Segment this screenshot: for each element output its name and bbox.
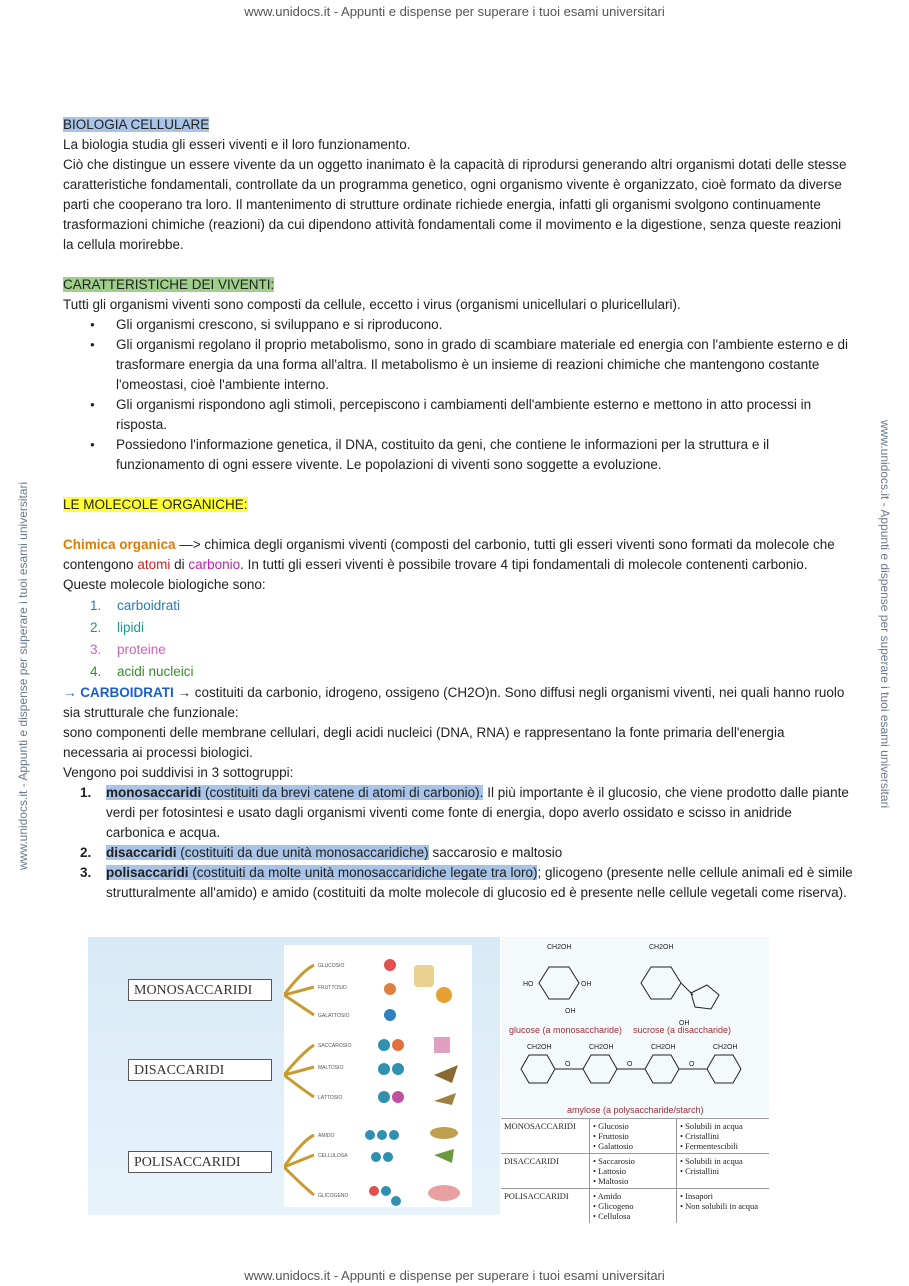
table-row: POLISACCARIDI • Amido • Glicogeno • Cellulosa • Insapori • Non solubili in acqua <box>501 1189 769 1224</box>
svg-text:CH2OH: CH2OH <box>649 944 674 951</box>
list-item: 2. disaccaridi (costituiti da due unità monosaccaridiche) saccarosio e maltosio <box>80 845 563 860</box>
page-footer: www.unidocs.it - Appunti e dispense per superare i tuoi esami universitari <box>244 1268 665 1283</box>
page-header: www.unidocs.it - Appunti e dispense per superare i tuoi esami universitari <box>244 4 665 19</box>
list-item: ● Possiedono l'informazione genetica, il DNA, costituito da geni, che contiene le informazioni per la struttura e il funzionamento di ogni essere vivente. Le popolazioni di viventi sono soggette a evoluzione. <box>116 435 853 475</box>
svg-text:GLICOGENO: GLICOGENO <box>318 1193 349 1199</box>
svg-text:O: O <box>627 1061 633 1068</box>
svg-text:O: O <box>689 1061 695 1068</box>
paragraph-carboidrati: → CARBOIDRATI → costituiti da carbonio, idrogeno, ossigeno (CH2O)n. Sono diffusi negli organismi viventi, nei quali hanno ruolo sia strutturale che funzionale: <box>63 685 845 720</box>
molecule-list <box>63 595 853 683</box>
list-item: 1. monosaccaridi (costituiti da brevi catene di atomi di carbonio). Il più importante è il glucosio, che viene prodotto dalle piante verdi per fotosintesi e usato dagli organismi viventi come fonte di energia, dopo averlo ossidato e scisso in anidride carbonica e acqua. <box>80 785 849 840</box>
paragraph: La biologia studia gli esseri viventi e il loro funzionamento. <box>63 137 411 152</box>
svg-text:CH2OH: CH2OH <box>589 1044 614 1051</box>
svg-text:CELLULOSA: CELLULOSA <box>318 1153 348 1159</box>
food-drawings <box>284 945 472 1207</box>
label-disaccaridi: DISACCARIDI <box>128 1059 272 1081</box>
table-row: DISACCARIDI • Saccarosio • Lattosio • Maltosio • Solubili in acqua • Cristallini <box>501 1154 769 1189</box>
illustration-panel <box>284 945 472 1207</box>
svg-text:CH2OH: CH2OH <box>651 1044 676 1051</box>
glucose-label: glucose (a monosaccharide) <box>509 1025 623 1035</box>
watermark-side-right: www.unidocs.it - Appunti e dispense per superare i tuoi esami universitari <box>878 420 892 809</box>
watermark-side-left: www.unidocs.it - Appunti e dispense per superare i tuoi esami universitari <box>16 481 30 870</box>
svg-text:AMIDO: AMIDO <box>318 1133 335 1139</box>
list-item: 3. proteine <box>90 642 166 657</box>
term-carbonio: carbonio <box>188 557 241 572</box>
svg-text:GALATTOSIO: GALATTOSIO <box>318 1013 350 1019</box>
carbohydrate-illustration <box>88 937 500 1215</box>
list-item: 1. carboidrati <box>90 598 181 613</box>
list-item: ● Gli organismi regolano il proprio metabolismo, sono in grado di scambiare materiale ed energia con l'ambiente esterno e di trasformare energia da una forma all'altra. Il metabolismo è un insieme di reazioni chimiche che mantengono costante l'omeostasi, cioè l'ambiente interno. <box>116 335 853 395</box>
carbohydrate-table <box>501 1118 769 1223</box>
paragraph-chimica: Chimica organica —> chimica degli organismi viventi (composti del carbonio, tutti gli esseri viventi sono formati da molecole che contengono atomi di carbonio. In tutti gli esseri viventi è possibile trovare 4 tipi fondamentali di molecole contenenti carbonio. Queste molecole biologiche sono: <box>63 537 835 592</box>
list-item: 3. polisaccaridi (costituiti da molte unità monosaccaridiche legate tra loro); glicogeno (presente nelle cellule animali ed è simile strutturalmente all'amido) e amido (costituiti da molte molecole di glucosio ed è presente nelle cellule vegetali come riserva). <box>80 865 853 900</box>
svg-text:HO: HO <box>523 981 534 988</box>
section-title-caratteristiche: CARATTERISTICHE DEI VIVENTI: <box>63 277 275 292</box>
term-atomi: atomi <box>137 557 171 572</box>
document-body <box>63 115 853 903</box>
svg-text:MALTOSIO: MALTOSIO <box>318 1065 344 1071</box>
svg-text:SACCAROSIO: SACCAROSIO <box>318 1043 352 1049</box>
svg-text:O: O <box>565 1061 571 1068</box>
label-monosaccaridi: MONOSACCARIDI <box>128 979 272 1001</box>
paragraph: Ciò che distingue un essere vivente da un oggetto inanimato è la capacità di riprodursi generando altri organismi dotati delle stesse caratteristiche fondamentali, controllate da un programma genetico, ogni organismo vivente è organizzato, cioè formato da diverse parti che cooperano tra loro. Il mantenimento di strutture ordinate richiede energia, infatti gli organismi svolgono continuamente trasformazioni chimiche (reazioni) da cui dipendono attività fondamentali come il movimento e la digestione, senza queste reazioni la cellula morirebbe. <box>63 157 847 252</box>
svg-text:OH: OH <box>679 1020 690 1027</box>
amylose-label: amylose (a polysaccharide/starch) <box>567 1105 704 1115</box>
svg-text:OH: OH <box>581 981 592 988</box>
list-item: ● Gli organismi rispondono agli stimoli, percepiscono i cambiamenti dell'ambiente esterno e mettono in atto processi in risposta. <box>116 395 853 435</box>
molecule-structures <box>501 937 769 1117</box>
term-chimica-organica: Chimica organica <box>63 537 176 552</box>
svg-text:LATTOSIO: LATTOSIO <box>318 1095 343 1101</box>
svg-text:OH: OH <box>565 1008 576 1015</box>
section-title-molecole: LE MOLECOLE ORGANICHE: <box>63 497 248 512</box>
structure-diagram <box>501 937 769 1117</box>
section-title-biologia: BIOLOGIA CELLULARE <box>63 117 210 132</box>
label-polisaccaridi: POLISACCARIDI <box>128 1151 272 1173</box>
list-item: 2. lipidi <box>90 620 145 635</box>
svg-text:CH2OH: CH2OH <box>713 1044 738 1051</box>
bullet-list <box>63 315 853 475</box>
paragraph: Tutti gli organismi viventi sono composti da cellule, eccetto i virus (organismi unicellulari o pluricellulari). <box>63 297 681 312</box>
list-item: 4. acidi nucleici <box>90 664 194 679</box>
paragraph: sono componenti delle membrane cellulari, degli acidi nucleici (DNA, RNA) e rappresentano la fonte primaria dell'energia necessaria ai processi biologici. <box>63 725 785 760</box>
carb-group-list <box>63 783 853 903</box>
term-carboidrati: CARBOIDRATI <box>80 685 174 700</box>
sucrose-label: sucrose (a disaccharide) <box>633 1025 732 1035</box>
table-row: MONOSACCARIDI • Glucosio • Fruttosio • Galattosio • Solubili in acqua • Cristallini • Fermentescibili <box>501 1119 769 1154</box>
svg-text:CH2OH: CH2OH <box>527 1044 552 1051</box>
list-item: ● Gli organismi crescono, si sviluppano e si riproducono. <box>116 315 853 335</box>
paragraph: Vengono poi suddivisi in 3 sottogruppi: <box>63 765 294 780</box>
svg-text:CH2OH: CH2OH <box>547 944 572 951</box>
svg-text:FRUTTOSIO: FRUTTOSIO <box>318 985 347 991</box>
svg-text:GLUCOSIO: GLUCOSIO <box>318 963 345 969</box>
